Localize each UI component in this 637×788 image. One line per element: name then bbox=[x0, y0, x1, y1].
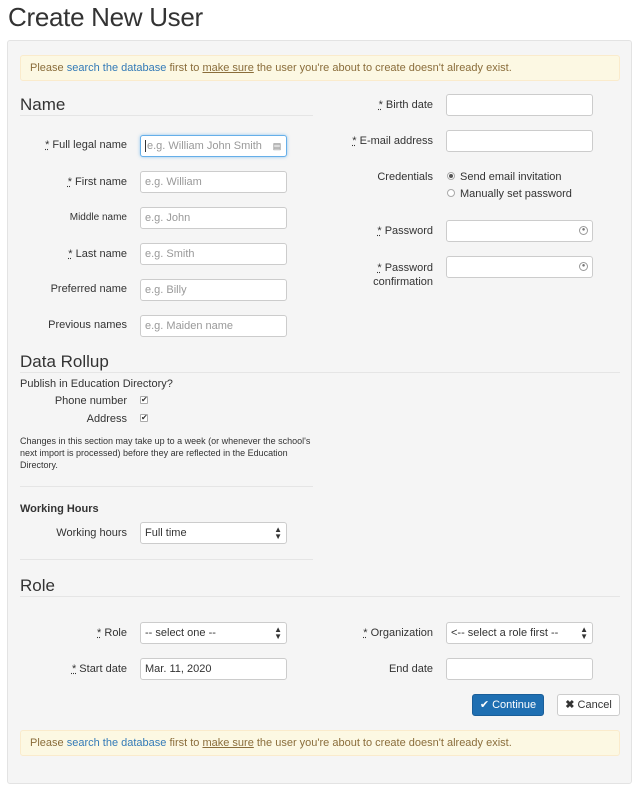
previous-names-input[interactable]: e.g. Maiden name bbox=[140, 315, 287, 337]
continue-button[interactable]: ✔ Continue bbox=[472, 694, 544, 716]
last-name-input[interactable]: e.g. Smith bbox=[140, 243, 287, 265]
contact-card-icon: ▤ bbox=[272, 141, 282, 151]
data-rollup-divider bbox=[20, 372, 620, 373]
role-section-title: Role bbox=[20, 576, 55, 595]
password-key-icon: ● bbox=[579, 226, 588, 235]
password-label: * Password bbox=[377, 225, 433, 237]
organization-select[interactable]: <-- select a role first -- ▲ ▼ bbox=[446, 622, 593, 644]
alert-bottom: Please search the database first to make sure the user you're about to create doesn't already exist. bbox=[20, 730, 620, 756]
email-input[interactable] bbox=[446, 130, 593, 152]
make-sure-link[interactable]: make sure bbox=[202, 737, 254, 749]
password-input[interactable] bbox=[446, 220, 593, 242]
data-rollup-end-divider bbox=[20, 486, 313, 487]
previous-names-label: Previous names bbox=[48, 319, 127, 331]
working-hours-label: Working hours bbox=[56, 527, 127, 539]
start-date-input[interactable]: Mar. 11, 2020 bbox=[140, 658, 287, 680]
preferred-name-label: Preferred name bbox=[50, 283, 127, 295]
password-confirmation-label: * Password confirmation bbox=[373, 262, 433, 288]
start-date-label: * Start date bbox=[71, 663, 127, 675]
middle-name-input[interactable]: e.g. John bbox=[140, 207, 287, 229]
search-database-link[interactable]: search the database bbox=[66, 62, 167, 74]
end-date-label: End date bbox=[388, 663, 433, 675]
send-invitation-radio[interactable] bbox=[447, 172, 455, 180]
password-key-icon: ● bbox=[579, 262, 588, 271]
role-select[interactable]: -- select one -- ▲ ▼ bbox=[140, 622, 287, 644]
last-name-label: * Last name bbox=[68, 248, 127, 260]
first-name-label: * First name bbox=[67, 176, 127, 188]
working-hours-select[interactable]: Full time ▲ ▼ bbox=[140, 522, 287, 544]
working-hours-heading: Working Hours bbox=[20, 503, 99, 515]
manual-password-label: Manually set password bbox=[460, 188, 572, 200]
birth-date-input[interactable] bbox=[446, 94, 593, 116]
role-divider bbox=[20, 596, 620, 597]
role-label: * Role bbox=[97, 627, 127, 639]
address-label: Address bbox=[86, 413, 127, 425]
select-arrows-icon: ▲ ▼ bbox=[580, 625, 588, 641]
email-label: * E-mail address bbox=[352, 135, 433, 147]
phone-number-label: Phone number bbox=[54, 395, 127, 407]
middle-name-label: Middle name bbox=[69, 212, 127, 223]
name-section-title: Name bbox=[20, 95, 66, 114]
preferred-name-input[interactable]: e.g. Billy bbox=[140, 279, 287, 301]
name-divider bbox=[20, 115, 313, 116]
password-confirmation-input[interactable] bbox=[446, 256, 593, 278]
close-icon: ✖ bbox=[565, 699, 575, 711]
working-hours-divider bbox=[20, 559, 313, 560]
make-sure-link[interactable]: make sure bbox=[202, 62, 254, 74]
full-legal-name-label: * Full legal name bbox=[45, 139, 127, 151]
send-invitation-label: Send email invitation bbox=[460, 171, 562, 183]
publish-directory-label: Publish in Education Directory? bbox=[20, 378, 173, 390]
manual-password-radio[interactable] bbox=[447, 189, 455, 197]
search-database-link[interactable]: search the database bbox=[66, 737, 167, 749]
address-checkbox[interactable]: ✔ bbox=[141, 413, 148, 422]
full-legal-name-input[interactable]: e.g. William John Smith ▤ bbox=[140, 135, 287, 157]
organization-label: * Organization bbox=[363, 627, 433, 639]
data-rollup-note: Changes in this section may take up to a week (or whenever the school's next import is processed) before they are reflected in the Education Directory. bbox=[20, 436, 311, 470]
data-rollup-title: Data Rollup bbox=[20, 352, 109, 371]
alert-top: Please search the database first to make sure the user you're about to create doesn't already exist. bbox=[20, 55, 620, 81]
end-date-input[interactable] bbox=[446, 658, 593, 680]
credentials-label: Credentials bbox=[377, 171, 433, 183]
page-title: Create New User bbox=[8, 2, 203, 32]
select-arrows-icon: ▲ ▼ bbox=[274, 525, 282, 541]
first-name-input[interactable]: e.g. William bbox=[140, 171, 287, 193]
phone-number-checkbox[interactable]: ✔ bbox=[141, 395, 148, 404]
birth-date-label: * Birth date bbox=[378, 99, 433, 111]
check-icon: ✔ bbox=[479, 699, 490, 711]
select-arrows-icon: ▲ ▼ bbox=[274, 625, 282, 641]
cancel-button[interactable]: ✖ Cancel bbox=[557, 694, 620, 716]
